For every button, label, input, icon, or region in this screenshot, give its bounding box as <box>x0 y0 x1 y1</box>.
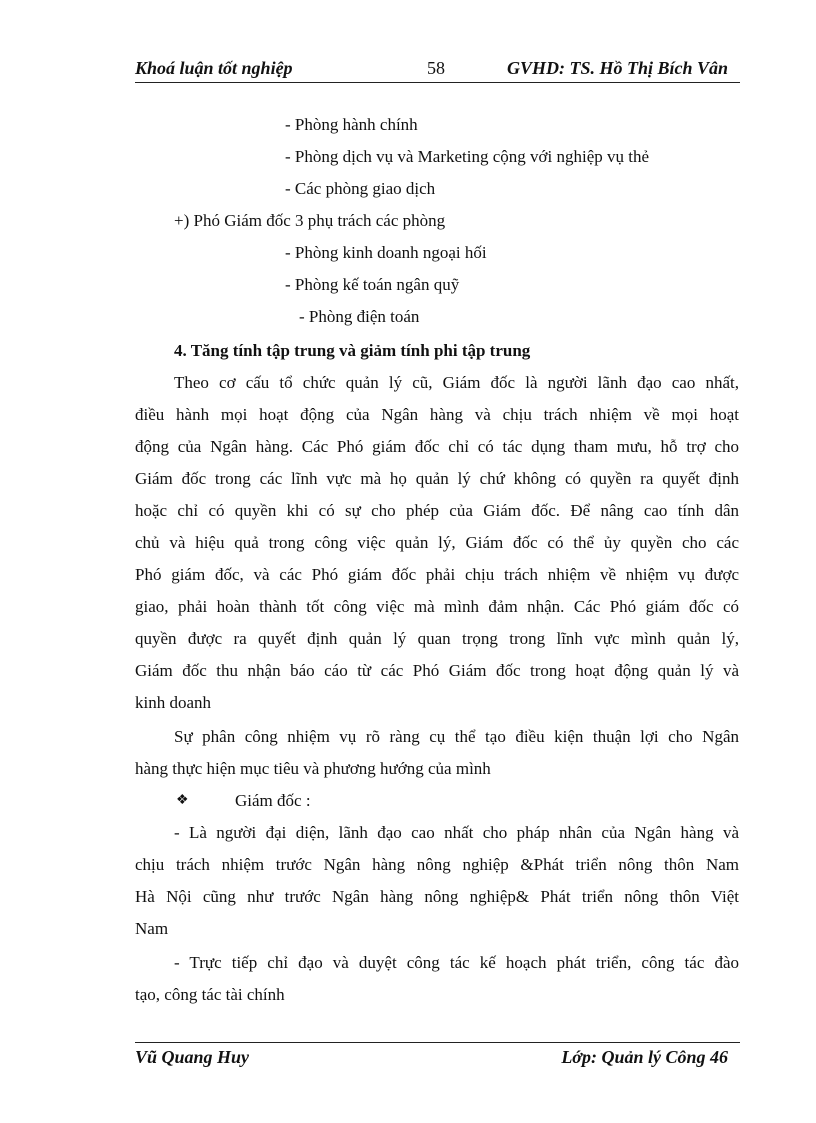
list-item: - Phòng hành chính <box>285 115 418 134</box>
paragraph-line: chịu trách nhiệm trước Ngân hàng nông nghiệp &Phát triển nông thôn Nam <box>135 855 739 874</box>
sub-heading: +) Phó Giám đốc 3 phụ trách các phòng <box>174 211 446 230</box>
paragraph-line: Giám đốc trong các lĩnh vực mà họ quản lý chứ không có quyền ra quyết định <box>135 469 739 488</box>
footer-author: Vũ Quang Huy <box>135 1047 250 1067</box>
paragraph-line: điều hành mọi hoạt động của Ngân hàng và chịu trách nhiệm về mọi hoạt <box>135 405 739 424</box>
paragraph-line: Theo cơ cấu tổ chức quản lý cũ, Giám đốc là người lãnh đạo cao nhất, <box>174 373 739 392</box>
paragraph-line: - Là người đại diện, lãnh đạo cao nhất cho pháp nhân của Ngân hàng và <box>174 823 739 842</box>
paragraph-line: giao, phải hoàn thành tốt công việc mà mình đảm nhận. Các Phó giám đốc có <box>135 597 739 616</box>
page-number: 58 <box>427 58 445 78</box>
paragraph-line: kinh doanh <box>135 693 212 712</box>
paragraph-line: Sự phân công nhiệm vụ rõ ràng cụ thể tạo điều kiện thuận lợi cho Ngân <box>174 727 739 746</box>
paragraph-line: tạo, công tác tài chính <box>135 985 285 1004</box>
paragraph-line: Hà Nội cũng như trước Ngân hàng nông nghiệp& Phát triển nông thôn Việt <box>135 887 739 906</box>
diamond-bullet-icon: ❖ <box>176 793 189 808</box>
list-item: - Phòng điện toán <box>299 307 420 326</box>
paragraph-line: hàng thực hiện mục tiêu và phương hướng của mình <box>135 759 491 778</box>
section-heading: 4. Tăng tính tập trung và giảm tính phi tập trung <box>174 341 531 360</box>
paragraph-line: chủ và hiệu quả trong công việc quản lý, Giám đốc có thể ủy quyền cho các <box>135 533 739 552</box>
list-item: - Phòng dịch vụ và Marketing cộng với nghiệp vụ thẻ <box>285 147 650 166</box>
list-item: - Các phòng giao dịch <box>285 179 436 198</box>
header-thesis-title: Khoá luận tốt nghiệp <box>135 58 293 78</box>
page-footer <box>135 1042 740 1073</box>
list-item: - Phòng kinh doanh ngoại hối <box>285 243 487 262</box>
header-advisor: GVHD: TS. Hồ Thị Bích Vân <box>506 58 728 78</box>
paragraph-line: quyền được ra quyết định quản lý quan trọng trong lĩnh vực mình quản lý, <box>135 629 739 648</box>
paragraph-line: - Trực tiếp chỉ đạo và duyệt công tác kế hoạch phát triển, công tác đào <box>174 953 739 972</box>
paragraph-line: hoặc chỉ có quyền khi có sự cho phép của Giám đốc. Để nâng cao tính dân <box>135 501 739 520</box>
paragraph-line: động của Ngân hàng. Các Phó giám đốc chỉ có tác dụng tham mưu, hỗ trợ cho <box>135 437 739 456</box>
page-header <box>135 56 740 83</box>
paragraph-line: Phó giám đốc, và các Phó giám đốc phải chịu trách nhiệm về nhiệm vụ được <box>135 565 739 584</box>
paragraph-line: Nam <box>135 919 169 938</box>
list-item: - Phòng kế toán ngân quỹ <box>285 275 460 294</box>
bullet-heading: Giám đốc : <box>235 791 311 810</box>
footer-class: Lớp: Quản lý Công 46 <box>561 1047 728 1067</box>
paragraph-line: Giám đốc thu nhận báo cáo từ các Phó Giám đốc trong hoạt động quản lý và <box>135 661 739 680</box>
